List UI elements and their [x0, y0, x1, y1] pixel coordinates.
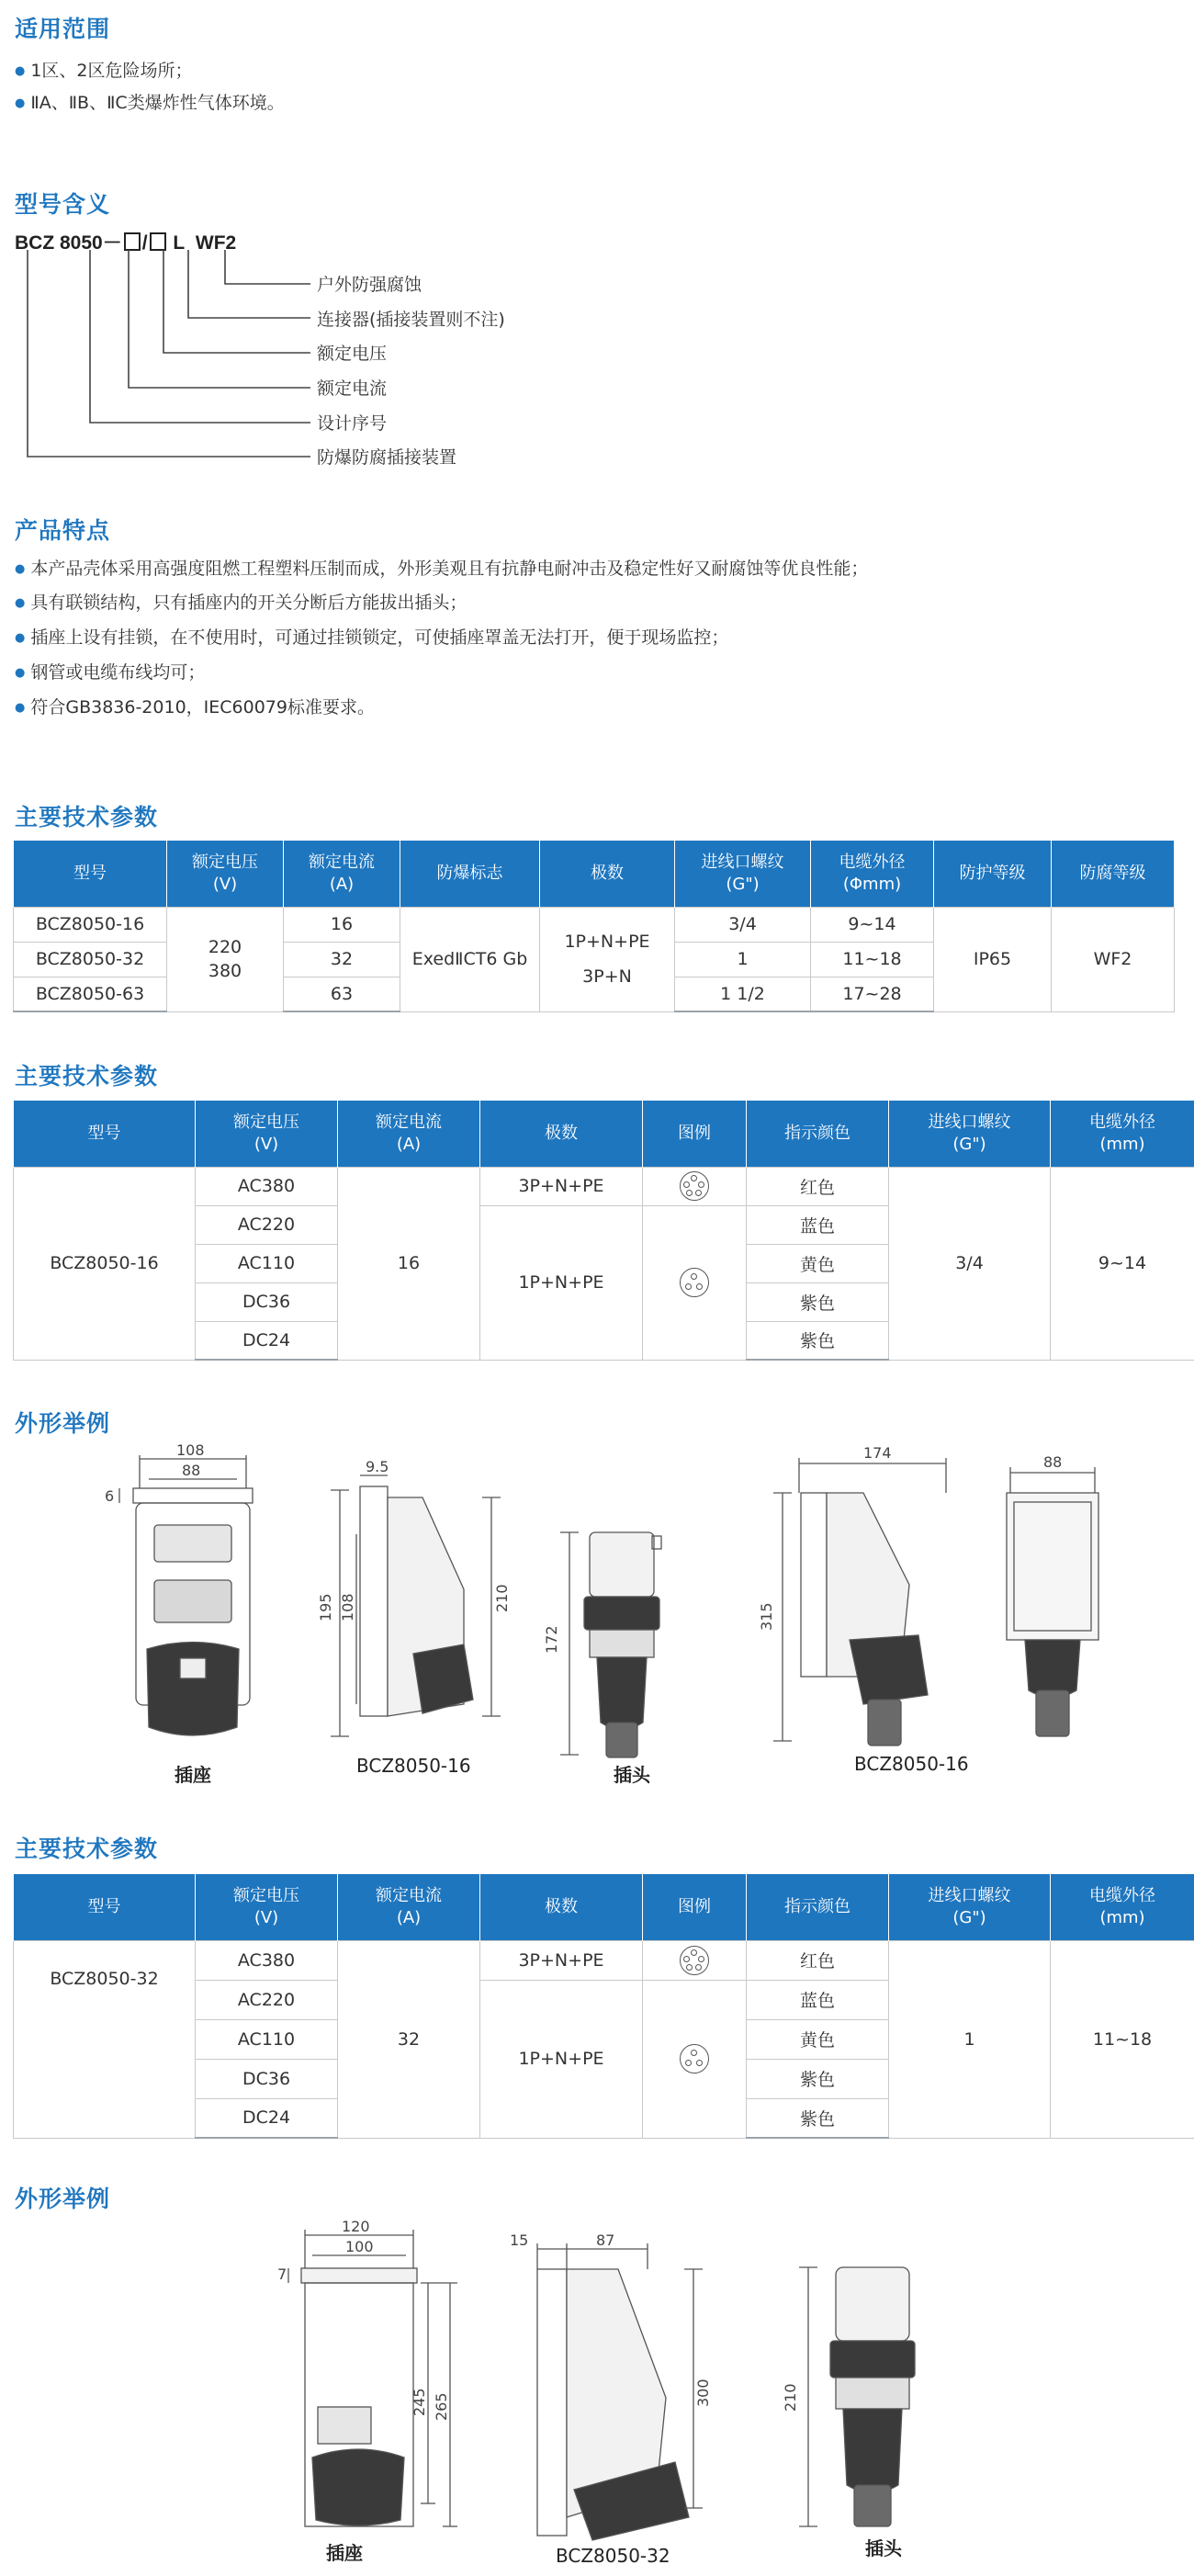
cell-thread: 1 [675, 942, 811, 977]
header-voltage: 额定电压 (V) [196, 1101, 338, 1167]
cell-model: BCZ8050-16 [14, 907, 167, 942]
legend-rated-current: 额定电流 [317, 378, 388, 399]
dim-label: 88 [1043, 1453, 1063, 1471]
cell-current: 32 [284, 942, 400, 977]
plug-drawing [543, 1525, 680, 1764]
header-ip: 防护等级 [934, 841, 1052, 907]
cell-cable: 11~18 [811, 942, 934, 977]
section-title-spec2: 主要技术参数 [15, 1063, 159, 1090]
plug-3pin-icon [680, 2044, 709, 2073]
section-title-outline2: 外形举例 [15, 2186, 111, 2212]
socket-side-drawing [303, 1458, 514, 1755]
dim-label: 120 [342, 2218, 370, 2235]
model-code-suffix: WF2 [195, 232, 237, 254]
cell-voltage: AC110 [196, 2019, 338, 2059]
socket32-front-drawing [276, 2218, 459, 2531]
header-poles: 极数 [540, 841, 675, 907]
section-title-features: 产品特点 [15, 517, 111, 544]
header-poles: 极数 [480, 1874, 643, 1940]
legend-connector: 连接器(插接装置则不注) [317, 310, 505, 330]
feature-item: ● 本产品壳体采用高强度阻燃工程塑料压制而成，外形美观且有抗静电耐冲击及稳定性好又耐腐蚀等优良性能； [15, 555, 868, 580]
spec-table-2 [13, 1101, 1194, 1361]
cell-wf: WF2 [1052, 907, 1175, 1011]
cell-model: BCZ8050-16 [14, 1167, 196, 1360]
cell-poles: 1P+N+PE [480, 1980, 643, 2138]
dim-label: 195 [317, 1593, 334, 1621]
cell-cable: 9~14 [1051, 1167, 1194, 1360]
legend-outdoor-anticorrosion: 户外防强腐蚀 [317, 275, 422, 295]
header-model: 型号 [14, 841, 167, 907]
plug-5pin-icon [680, 1946, 709, 1975]
cell-legend [643, 1205, 747, 1360]
dim-label: 265 [433, 2392, 450, 2421]
cell-current: 32 [338, 1940, 480, 2138]
cell-color: 红色 [747, 1167, 889, 1205]
header-voltage: 额定电压 (V) [196, 1874, 338, 1940]
cell-voltage: AC380 [196, 1940, 338, 1980]
header-thread: 进线口螺纹 (G") [889, 1874, 1051, 1940]
cell-model: BCZ8050-63 [14, 977, 167, 1011]
cell-legend [643, 1167, 747, 1205]
model-code-leader-lines [0, 0, 1194, 478]
scope-item: ● 1区、2区危险场所； [15, 57, 193, 82]
cell-voltage: DC24 [196, 2098, 338, 2138]
dim-label: 108 [176, 1441, 205, 1459]
scope-item: ● ⅡA、ⅡB、ⅡC类爆炸性气体环境。 [15, 89, 285, 114]
cell-voltage: AC110 [196, 1244, 338, 1282]
header-poles: 极数 [480, 1101, 643, 1167]
cell-current: 63 [284, 977, 400, 1011]
model-code-prefix: BCZ 8050－ [15, 232, 122, 254]
cell-cable: 9~14 [811, 907, 934, 942]
legend-rated-voltage: 额定电压 [317, 344, 388, 364]
legend-device-type: 防爆防腐插接装置 [317, 447, 457, 468]
cell-color: 紫色 [747, 2059, 889, 2098]
header-current: 额定电流 (A) [338, 1874, 480, 1940]
cell-voltage: AC220 [196, 1980, 338, 2019]
feature-item: ● 符合GB3836-2010，IEC60079标准要求。 [15, 694, 375, 718]
cell-thread: 3/4 [675, 907, 811, 942]
plug32-drawing [782, 2260, 937, 2536]
cell-color: 黄色 [747, 1244, 889, 1282]
dim-label: 7 [277, 2265, 287, 2283]
cell-voltage: DC24 [196, 1321, 338, 1360]
cell-current: 16 [338, 1167, 480, 1360]
feature-item: ● 钢管或电缆布线均可； [15, 659, 205, 684]
section-title-model-meaning: 型号含义 [15, 191, 111, 218]
cell-legend [643, 1980, 747, 2138]
header-cable: 电缆外径 (mm) [1051, 1874, 1194, 1940]
dim-label: 6 [105, 1487, 115, 1505]
socket-front-drawing [92, 1441, 276, 1764]
cell-voltage: AC220 [196, 1205, 338, 1244]
dim-label: 88 [182, 1462, 201, 1479]
dim-label: 108 [339, 1593, 356, 1621]
header-exmark: 防爆标志 [400, 841, 540, 907]
model-code-l: L [173, 232, 186, 254]
dim-label: 100 [345, 2238, 374, 2255]
cell-voltage: DC36 [196, 1282, 338, 1321]
cell-cable: 17~28 [811, 977, 934, 1011]
cell-legend [643, 1940, 747, 1980]
header-current: 额定电流 (A) [284, 841, 400, 907]
dim-label: 15 [510, 2231, 529, 2249]
connector-front-drawing [992, 1453, 1111, 1750]
figure-label-plug: 插头 [865, 2537, 902, 2559]
cell-color: 黄色 [747, 2019, 889, 2059]
cell-poles: 3P+N+PE [480, 1940, 643, 1980]
dim-label: 9.5 [366, 1458, 389, 1475]
cell-color: 蓝色 [747, 1980, 889, 2019]
cell-poles: 1P+N+PE [480, 1205, 643, 1360]
figure-label-socket: 插座 [175, 1764, 211, 1786]
figure-label-model: BCZ8050-16 [854, 1753, 969, 1775]
cell-cable: 11~18 [1051, 1940, 1194, 2138]
cell-ip: IP65 [934, 907, 1052, 1011]
legend-design-serial: 设计序号 [317, 413, 388, 434]
cell-thread: 1 1/2 [675, 977, 811, 1011]
cell-thread: 3/4 [889, 1167, 1051, 1360]
spec-table-1 [13, 841, 1175, 1012]
cell-color: 紫色 [747, 1321, 889, 1360]
cell-thread: 1 [889, 1940, 1051, 2138]
header-legend: 图例 [643, 1101, 747, 1167]
plug-3pin-icon [680, 1268, 709, 1297]
cell-color: 蓝色 [747, 1205, 889, 1244]
dim-label: 210 [493, 1584, 511, 1612]
header-indicator-color: 指示颜色 [747, 1874, 889, 1940]
cell-poles: 3P+N+PE [480, 1167, 643, 1205]
header-current: 额定电流 (A) [338, 1101, 480, 1167]
figure-label-model: BCZ8050-32 [556, 2545, 670, 2567]
cell-poles: 1P+N+PE 3P+N [540, 907, 675, 1011]
dim-label: 172 [543, 1625, 560, 1654]
figure-label-model: BCZ8050-16 [356, 1755, 471, 1777]
cell-voltage: 220 380 [167, 907, 284, 1011]
plug-5pin-icon [680, 1171, 709, 1201]
cell-color: 紫色 [747, 2098, 889, 2138]
header-legend: 图例 [643, 1874, 747, 1940]
dim-label: 300 [694, 2378, 712, 2407]
feature-item: ● 具有联锁结构，只有插座内的开关分断后方能拔出插头； [15, 589, 467, 614]
figure-label-plug: 插头 [614, 1764, 650, 1786]
dim-label: 245 [411, 2388, 428, 2416]
section-title-spec3: 主要技术参数 [15, 1836, 159, 1862]
section-title-scope: 适用范围 [15, 16, 111, 42]
header-thread: 进线口螺纹 (G") [675, 841, 811, 907]
header-model: 型号 [14, 1101, 196, 1167]
cell-current: 16 [284, 907, 400, 942]
header-cable: 电缆外径 (Φmm) [811, 841, 934, 907]
socket32-side-drawing [510, 2231, 712, 2545]
cell-voltage: AC380 [196, 1167, 338, 1205]
spec-table-3 [13, 1874, 1194, 2139]
header-thread: 进线口螺纹 (G") [889, 1101, 1051, 1167]
dim-label: 174 [863, 1444, 892, 1462]
header-model: 型号 [14, 1874, 196, 1940]
feature-item: ● 插座上设有挂锁，在不使用时，可通过挂锁锁定，可使插座罩盖无法打开，便于现场监控； [15, 624, 728, 649]
cell-color: 红色 [747, 1940, 889, 1980]
cell-color: 紫色 [747, 1282, 889, 1321]
cell-model: BCZ8050-32 [14, 942, 167, 977]
dim-label: 315 [758, 1602, 775, 1631]
model-code-sep: / [141, 232, 148, 254]
dim-label: 210 [782, 2383, 799, 2412]
header-indicator-color: 指示颜色 [747, 1101, 889, 1167]
section-title-spec1: 主要技术参数 [15, 804, 159, 830]
header-wf: 防腐等级 [1052, 841, 1175, 907]
dim-label: 87 [596, 2231, 615, 2249]
cell-exmark: ExedⅡCT6 Gb [400, 907, 540, 1011]
section-title-outline1: 外形举例 [15, 1410, 111, 1437]
connector-side-drawing [758, 1444, 964, 1750]
cell-voltage: DC36 [196, 2059, 338, 2098]
header-voltage: 额定电压 (V) [167, 841, 284, 907]
figure-label-socket: 插座 [326, 2542, 363, 2564]
cell-model: BCZ8050-32 [14, 1940, 196, 2138]
header-cable: 电缆外径 (mm) [1051, 1101, 1194, 1167]
